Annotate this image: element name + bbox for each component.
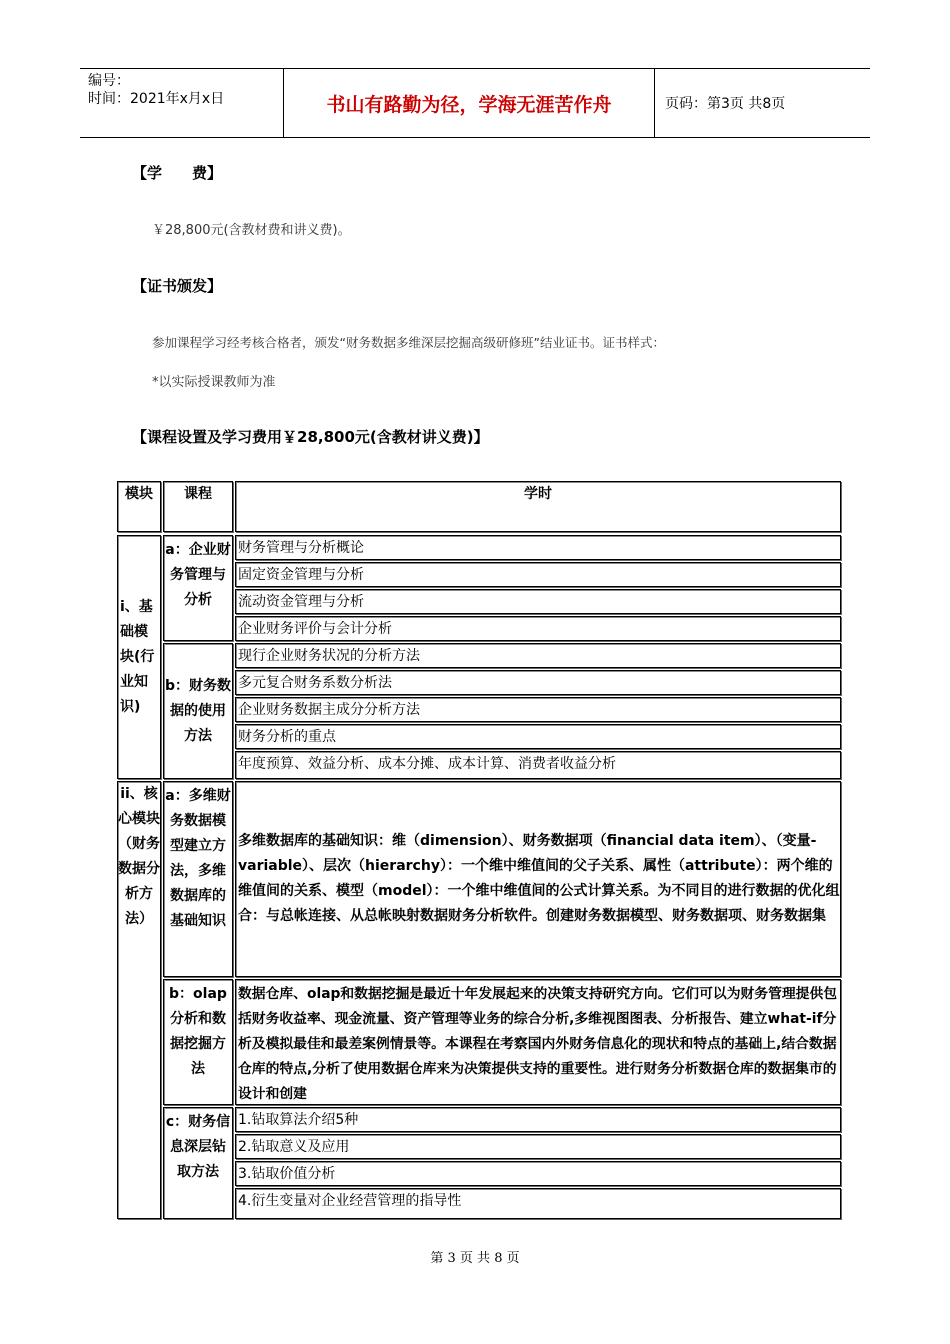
course-c2: c：财务信息深层钻取方法 — [163, 1107, 233, 1219]
header-info-cell — [80, 69, 284, 137]
list-item: 年度预算、效益分析、成本分摊、成本计算、消费者收益分析 — [235, 751, 841, 779]
column-header-module: 模块 — [117, 481, 161, 532]
page-footer: 第 3 页 共 8 页 — [430, 1251, 520, 1266]
list-item: 财务管理与分析概论 — [235, 535, 841, 560]
list-item: 企业财务评价与会计分析 — [235, 616, 841, 641]
page-info: 页码：第3页 共8页 — [665, 96, 786, 112]
list-item: 固定资金管理与分析 — [235, 562, 841, 587]
list-item: 1.钻取算法介绍5种 — [235, 1107, 841, 1132]
module-core: ii、核心模块（财务数据分析方法） — [117, 781, 161, 1219]
course-a2: a：多维财务数据模型建立方法，多维数据库的基础知识 — [163, 781, 233, 977]
column-header-course: 课程 — [163, 481, 233, 532]
list-item: 2.钻取意义及应用 — [235, 1134, 841, 1159]
course-b1-label: b：财务数据的使用方法 — [164, 677, 232, 744]
course-a1: a：企业财务管理与分析 — [163, 535, 233, 641]
list-item: 现行企业财务状况的分析方法 — [235, 643, 841, 668]
course-b2: b：olap分析和数据挖掘方法 — [163, 979, 233, 1105]
list-item: 流动资金管理与分析 — [235, 589, 841, 614]
course-a2-description-text: 多维数据库的基础知识：维（dimension）、财务数据项（financial data item）、（变量-variable）、层次（hierarchy）：一个维中维值间的父子关系、属性（attribute）：两个维的维值间的关系、模型（model）：一个维中维值间的公式计算关系。为不同目的进行数据的优化组合：与总帐连接、从总帐映射数据财务分析软件。创建财务数据模型、财务数据项、财务数据集 — [238, 833, 840, 924]
certificate-text: 参加课程学习经考核合格者，颁发“财务数据多维深层挖掘高级研修班”结业证书。证书样式： — [152, 335, 665, 350]
list-item: 企业财务数据主成分分析方法 — [235, 697, 841, 722]
document-number: 编号： — [88, 73, 130, 89]
motto: 书山有路勤为径，学海无涯苦作舟 — [326, 93, 612, 116]
list-item: 财务分析的重点 — [235, 724, 841, 749]
module-basic-label: i、基础模块(行业知识) — [120, 598, 155, 715]
header-page-cell — [655, 69, 870, 137]
course-table — [115, 481, 843, 1221]
column-header-hours: 学时 — [235, 481, 841, 532]
list-item: 4.衍生变量对企业经营管理的指导性 — [235, 1188, 841, 1219]
course-b1 — [163, 643, 233, 779]
module-basic — [117, 535, 161, 779]
document-date: 时间：2021年x月x日 — [88, 91, 225, 107]
list-item: 多元复合财务系数分析法 — [235, 670, 841, 695]
course-heading: 【课程设置及学习费用￥28,800元(含教材讲义费)】 — [132, 428, 489, 446]
certificate-heading: 【证书颁发】 — [132, 277, 223, 295]
course-a2-description — [235, 781, 841, 977]
list-item: 3.钻取价值分析 — [235, 1161, 841, 1186]
certificate-note: *以实际授课教师为准 — [152, 375, 276, 390]
tuition-text: ￥28,800元(含教材费和讲义费)。 — [152, 223, 351, 238]
course-b2-description: 数据仓库、olap和数据挖掘是最近十年发展起来的决策支持研究方向。它们可以为财务管理提供包括财务收益率、现金流量、资产管理等业务的综合分析,多维视图图表、分析报告、建立what-if分析及模拟最佳和最差案例情景等。本课程在考察国内外财务信息化的现状和特点的基础上,结合数据仓库的特点,分析了使用数据仓库来为决策提供支持的重要性。进行财务分析数据仓库的数据集市的设计和创建 — [235, 979, 841, 1105]
header-motto-cell — [284, 69, 655, 137]
page-header — [80, 68, 870, 138]
tuition-heading: 【学 费】 — [132, 164, 223, 182]
